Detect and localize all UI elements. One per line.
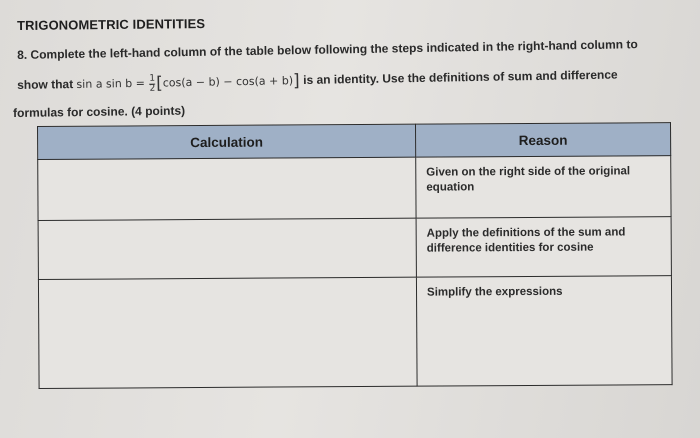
table-row (38, 217, 671, 280)
calculation-cell-3[interactable] (38, 277, 417, 388)
header-reason: Reason (415, 123, 670, 158)
fraction-denominator: 2 (149, 83, 156, 94)
problem-line-3-text: formulas for cosine. (13, 104, 128, 120)
table-header-row (38, 123, 671, 160)
bracket-open: [ (156, 73, 163, 94)
problem-line-2-suffix: is an identity. Use the definitions of sum and difference (303, 67, 618, 88)
points-label: (4 points) (131, 103, 186, 119)
problem-line-1: 8. Complete the left-hand column of the table below following the steps indicated in the right-hand column to (17, 37, 638, 62)
calculation-cell-2[interactable] (38, 218, 416, 279)
calculation-cell-1[interactable] (38, 157, 416, 220)
identity-lhs: sin a sin b = (76, 76, 146, 91)
identity-formula (76, 71, 303, 94)
reason-cell-3: Simplify the expressions (416, 276, 672, 387)
identity-fraction (149, 74, 155, 93)
page-title: TRIGONOMETRIC IDENTITIES (17, 16, 206, 33)
calculation-table-container (37, 122, 673, 384)
header-calculation: Calculation (38, 124, 416, 159)
table-row (38, 156, 671, 221)
reason-cell-2: Apply the definitions of the sum and difference identities for cosine (416, 217, 671, 278)
problem-line-2 (17, 66, 618, 96)
reason-cell-1: Given on the right side of the original equation (416, 156, 671, 219)
calculation-table (37, 122, 673, 389)
problem-line-2-prefix: show that (17, 77, 74, 92)
bracket-close: ] (292, 71, 300, 92)
problem-line-3 (13, 104, 185, 120)
table-row (38, 276, 672, 389)
fraction-numerator: 1 (149, 73, 156, 84)
identity-body: cos(a − b) − cos(a + b) (162, 74, 294, 90)
